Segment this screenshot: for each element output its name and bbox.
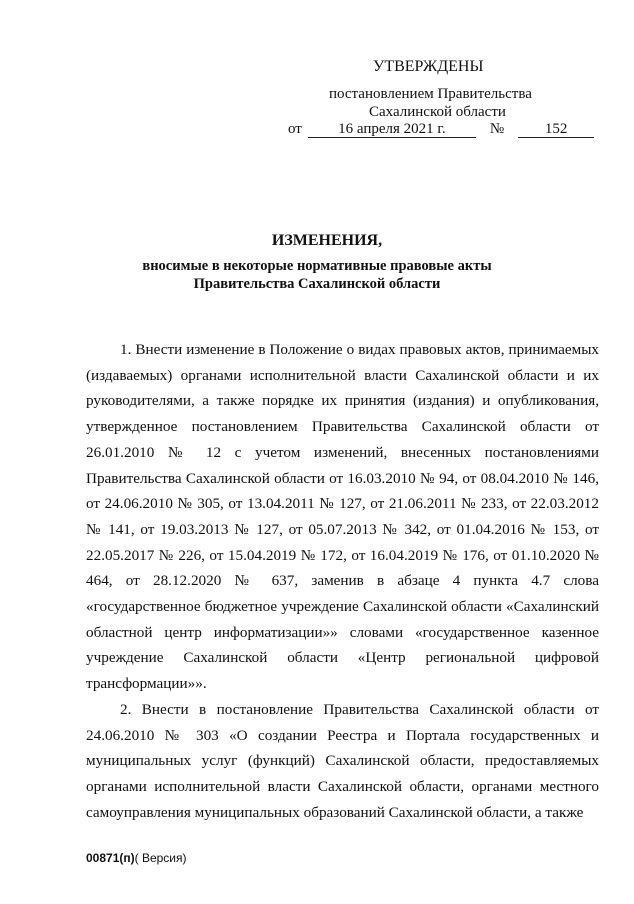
footer-code: 00871(п) — [86, 851, 135, 865]
footer-document-code — [86, 851, 187, 865]
body-paragraph-1: 1. Внести изменение в Положение о видах правовых актов, принимаемых (издаваемых) органами исполнительной власти Сахалинской области и их руководителями, а также порядке их принятия (издания) и опубликования, утвержденное постановлением Правительства Сахалинской области от 26.01.2010 № 12 с учетом изменений, внесенных постановлениями Правительства Сахалинской области от 16.03.2010 № 94, от 08.04.2010 № 146, от 24.06.2010 № 305, от 13.04.2011 № 127, от 21.06.2011 № 233, от 22.03.2012 № 141, от 19.03.2013 № 127, от 05.07.2013 № 342, от 01.04.2016 № 153, от 22.05.2017 № 226, от 15.04.2019 № 172, от 16.04.2019 № 176, от 01.10.2020 № 464, от 28.12.2020 № 637, заменив в абзаце 4 пункта 4.7 слова «государственное бюджетное учреждение Сахалинской области «Сахалинский областной центр информатизации»» словами «государственное казенное учреждение Сахалинской области «Центр региональной цифровой трансформации»». — [86, 341, 599, 693]
approval-date: 16 апреля 2021 г. — [308, 121, 476, 138]
document-subtitle-line2: Правительства Сахалинской области — [193, 276, 441, 292]
approval-from-label: от — [288, 121, 302, 137]
approval-title: УТВЕРЖДЕНЫ — [373, 58, 484, 75]
approval-date-number-line — [288, 121, 594, 138]
footer-version: ( Версия) — [134, 851, 187, 865]
document-body — [86, 337, 599, 825]
document-title: ИЗМЕНЕНИЯ, — [271, 232, 383, 249]
approval-number: 152 — [518, 121, 594, 138]
approval-issuer-line1: постановлением Правительства — [329, 86, 532, 102]
document-subtitle-line1: вносимые в некоторые нормативные правовые акты — [142, 258, 492, 274]
body-paragraph-2: 2. Внести в постановление Правительства Сахалинской области от 24.06.2010 № 303 «О создании Реестра и Портала государственных и муниципальных услуг (функций) Сахалинской области, предоставляемых органами исполнительной власти Сахалинской области, органами местного самоуправления муниципальных образований Сахалинской области, а также — [86, 700, 599, 821]
approval-issuer-line2: Сахалинской области — [369, 104, 506, 120]
approval-number-label: № — [489, 121, 505, 137]
